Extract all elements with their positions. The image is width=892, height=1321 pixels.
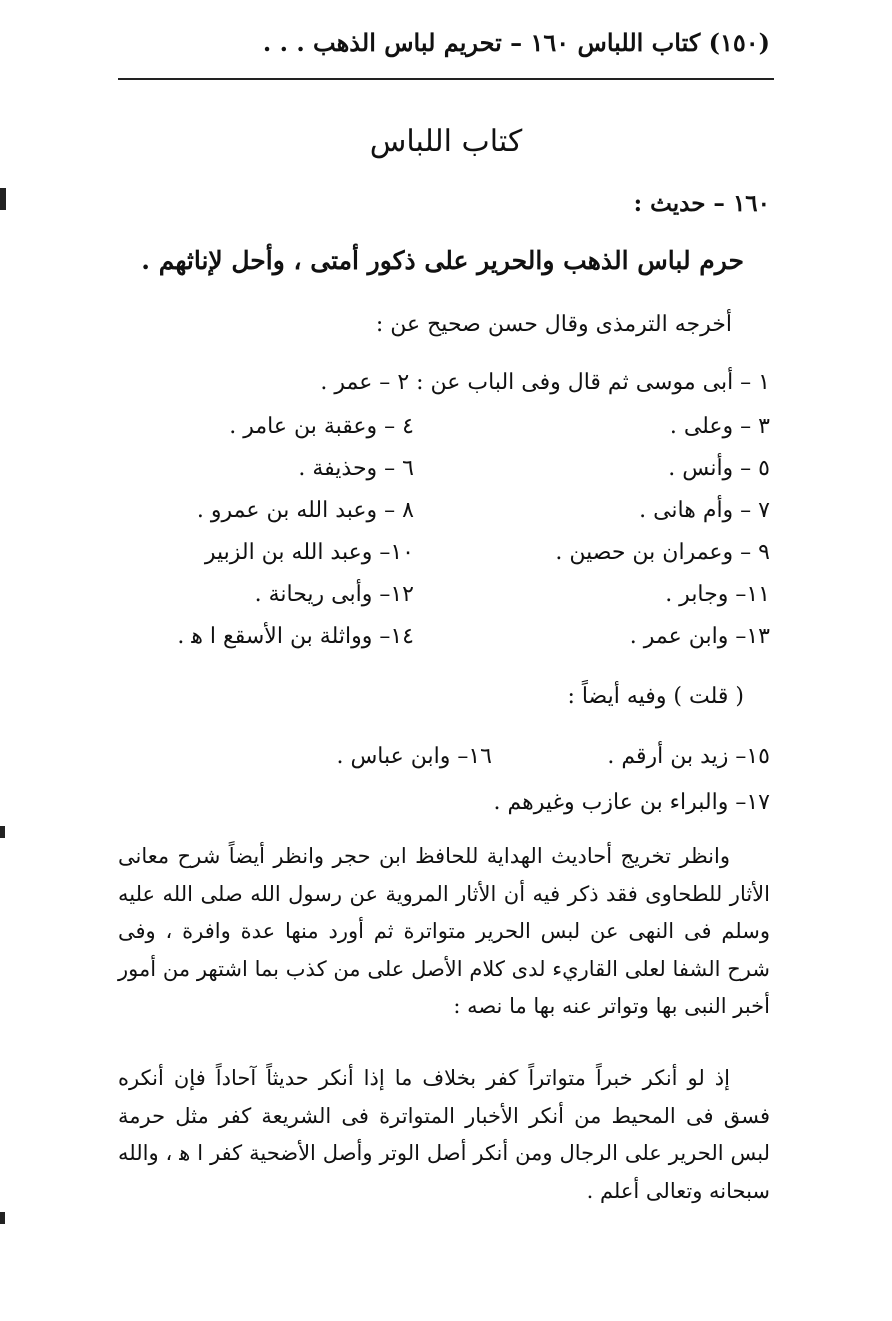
- narrator-item: ١١– وجابر .: [665, 582, 770, 607]
- extra-narrator-item: ١٥– زيد بن أرقم .: [607, 744, 770, 769]
- narrator-item: ١٠– وعبد الله بن الزبير: [204, 540, 414, 565]
- narrator-item: ١ – أبى موسى ثم قال وفى الباب عن : ٢ – عمر .: [320, 370, 770, 395]
- takhrij-intro: أخرجه الترمذى وقال حسن صحيح عن :: [375, 312, 732, 337]
- chapter-title: كتاب اللباس: [369, 124, 523, 159]
- narrator-item: ١٤– وواثلة بن الأسقع ا ﻫ .: [177, 624, 414, 649]
- narrator-item: ٥ – وأنس .: [668, 456, 770, 481]
- qult-note: ( قلت ) وفيه أيضاً :: [567, 684, 744, 709]
- extra-narrator-item: ١٧– والبراء بن عازب وغيرهم .: [493, 790, 770, 815]
- narrator-item: ١٣– وابن عمر .: [629, 624, 770, 649]
- narrator-item: ٦ – وحذيفة .: [298, 456, 414, 481]
- quote-paragraph: إذ لو أنكر خبراً متواتراً كفر بخلاف ما إذا أنكر حديثاً آحاداً فإن أنكره فسق فى المحيط من أنكر الأخبار المتواترة فى الشريعة كفر مثل حرمة لبس الحرير على الرجال ومن أنكر أصل الوتر وأصل الأضحية كفر ا ﻫ ، والله سبحانه وتعالى أعلم .: [118, 1066, 770, 1203]
- hadith-text: حرم لباس الذهب والحرير على ذكور أمتى ، وأحل لإناثهم .: [141, 246, 744, 275]
- narrator-item: ١٢– وأبى ريحانة .: [254, 582, 414, 607]
- narrator-item: ٣ – وعلى .: [669, 414, 770, 439]
- narrator-item: ٧ – وأم هانى .: [639, 498, 770, 523]
- header-rule: [118, 78, 774, 80]
- narrator-item: ٤ – وعقبة بن عامر .: [229, 414, 414, 439]
- narrator-item: ٨ – وعبد الله بن عمرو .: [196, 498, 414, 523]
- scan-edge-mark: [0, 826, 5, 838]
- scan-edge-mark: [0, 1212, 5, 1224]
- hadith-heading: ١٦٠ – حديث :: [633, 190, 770, 217]
- extra-narrator-item: ١٦– وابن عباس .: [336, 744, 492, 769]
- commentary-paragraph: وانظر تخريج أحاديث الهداية للحافظ ابن حجر وانظر أيضاً شرح معانى الأثار للطحاوى فقد ذكر فيه أن الأثار المروية عن رسول الله صلى الله عليه وسلم فى النهى عن لبس الحرير متواترة ثم أورد منها عدة وافرة ، وفى شرح الشفا لعلى القاريء لدى كلام الأصل على من كذب بما اشتهر من أمور أخبر النبى بها وتواتر عنه بها ما نصه :: [118, 844, 770, 1018]
- narrator-item: ٩ – وعمران بن حصين .: [555, 540, 770, 565]
- scan-edge-mark: [0, 188, 6, 210]
- running-header: (١٥٠) كتاب اللباس ١٦٠ – تحريم لباس الذهب . . .: [262, 28, 770, 57]
